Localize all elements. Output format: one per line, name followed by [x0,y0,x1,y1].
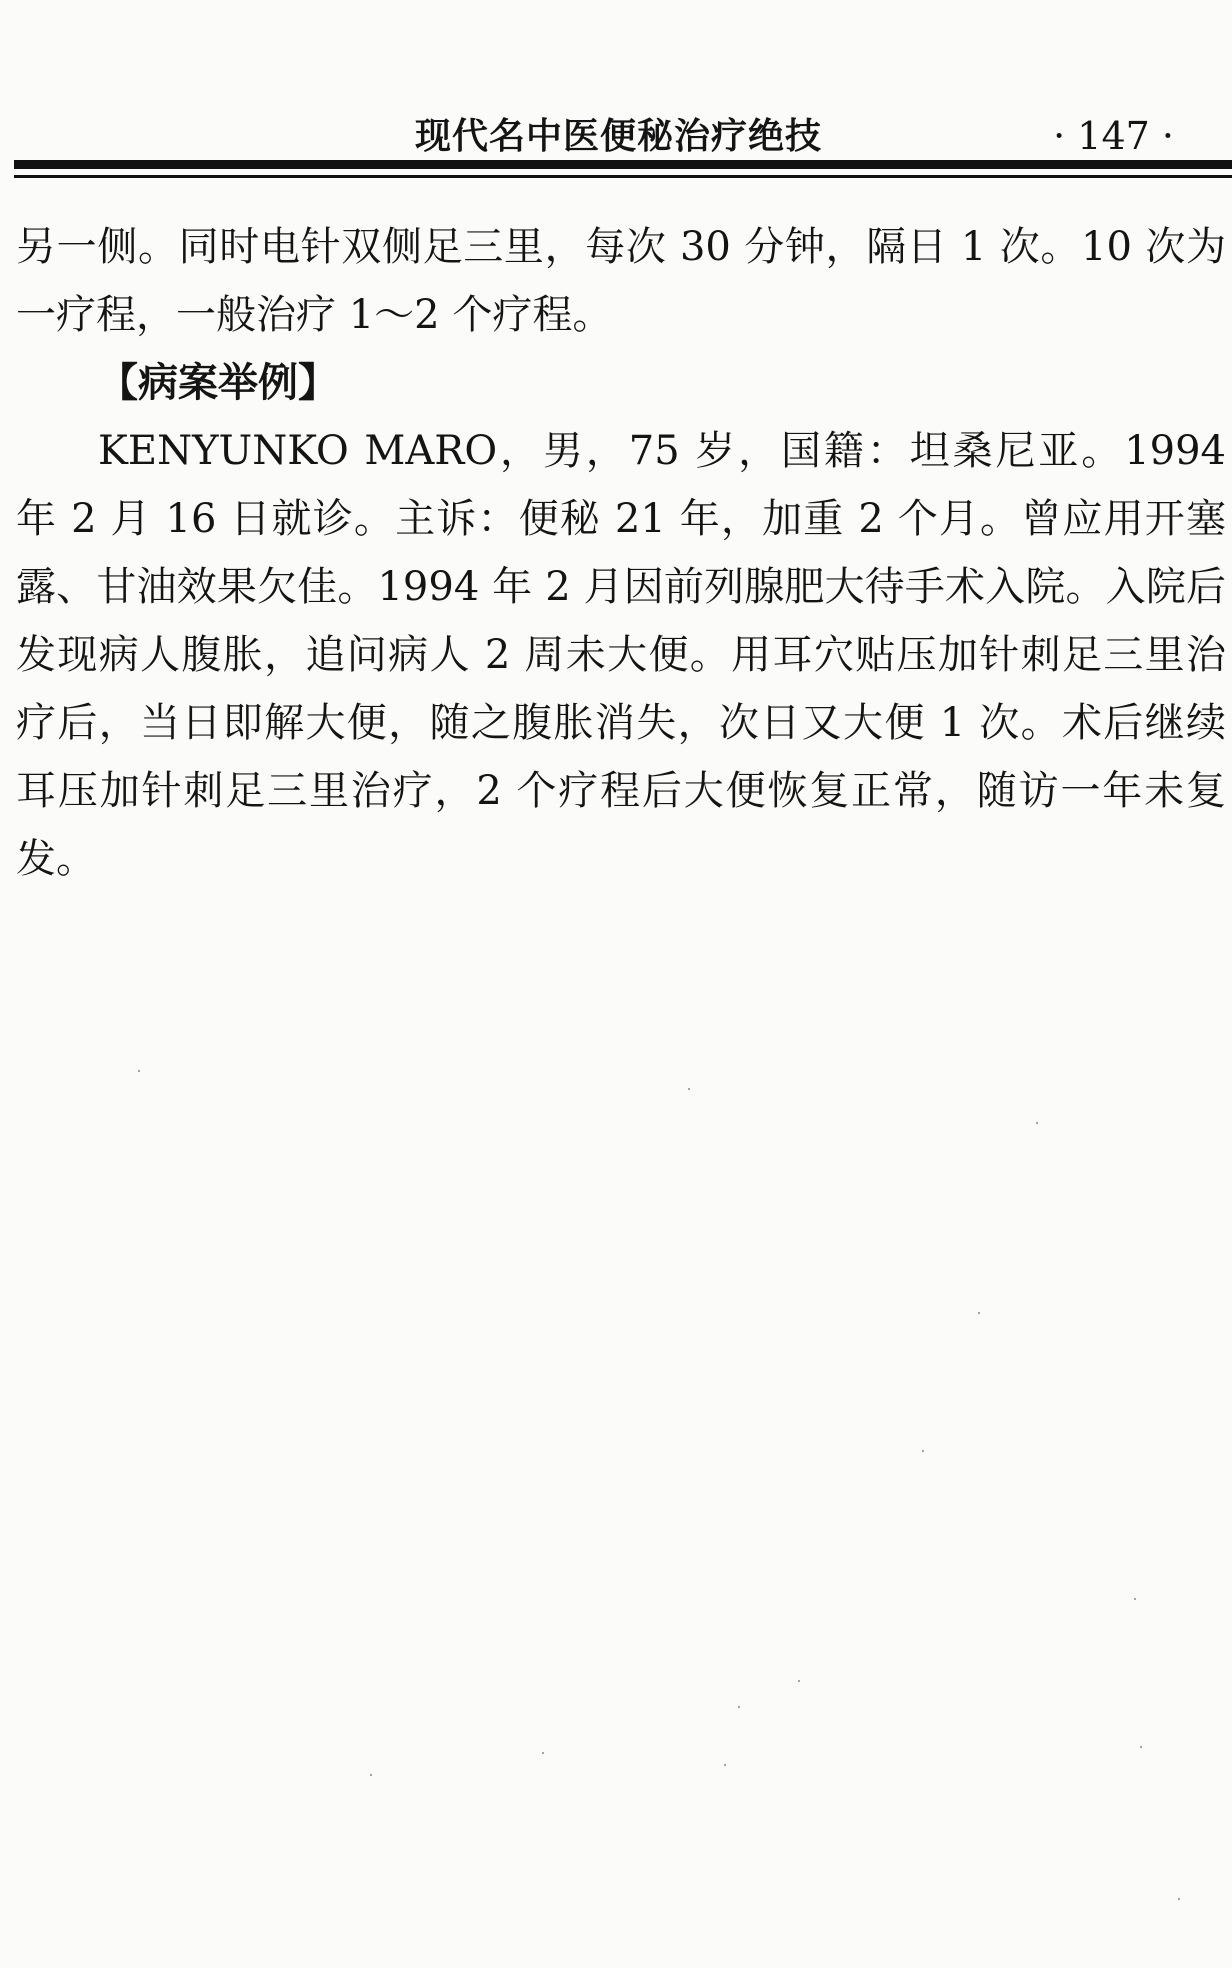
scan-speck [798,1680,800,1682]
section-heading: 【病案举例】 [98,359,338,406]
scan-speck [724,1764,726,1766]
scan-speck [738,1706,740,1708]
scan-speck [978,1312,980,1314]
scan-speck [370,1774,372,1776]
scan-speck [1036,1122,1038,1124]
scan-speck [922,1450,924,1452]
scan-speck [688,1088,690,1090]
scan-speck [138,1070,140,1072]
body-text [16,213,1226,893]
page-number: · 147 · [1053,114,1174,158]
scan-speck [1140,1746,1142,1748]
scan-speck [542,1752,544,1754]
scan-speck [1178,1898,1180,1900]
case-example-paragraph: KENYUNKO MARO，男，75 岁，国籍：坦桑尼亚。1994 年 2 月 16 日就诊。主诉：便秘 21 年，加重 2 个月。曾应用开塞露、甘油效果欠佳。1994 年 2 月因前列腺肥大待手术入院。入院后发现病人腹胀，追问病人 2 周未大便。用耳穴贴压加针刺足三里治疗后，当日即解大便，随之腹胀消失，次日又大便 1 次。术后继续耳压加针刺足三里治疗，2 个疗程后大便恢复正常，随访一年未复发。 [16,428,1226,882]
header-rule-thin [14,175,1232,178]
scan-speck [1134,1598,1136,1600]
running-header [0,110,1232,162]
book-title: 现代名中医便秘治疗绝技 [415,115,823,157]
header-rule-thick [14,160,1232,169]
paragraph-continued: 另一侧。同时电针双侧足三里，每次 30 分钟，隔日 1 次。10 次为一疗程，一般治疗 1～2 个疗程。 [16,224,1226,338]
